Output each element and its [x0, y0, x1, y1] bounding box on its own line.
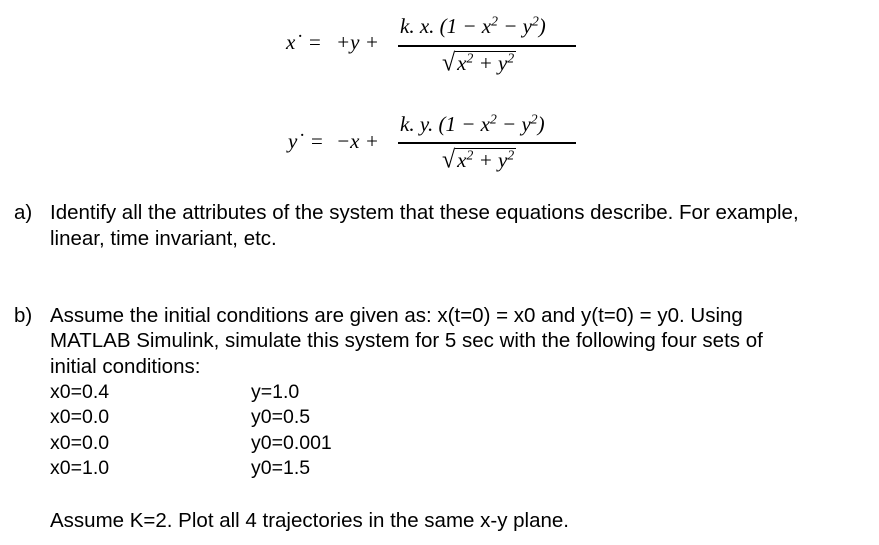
equation-1-denominator — [442, 50, 516, 77]
equation-1-rhs-prefix: +y + — [336, 30, 379, 54]
equation-1-radicand: $x^2 + y^2$ — [457, 50, 515, 75]
condition-3-y: y0=0.001 — [251, 432, 332, 454]
part-a-line-2: linear, time invariant, etc. — [50, 227, 277, 250]
condition-2-x: x0=0.0 — [50, 406, 110, 428]
sqrt-icon: √ — [442, 146, 456, 174]
condition-4-x: x0=1.0 — [50, 457, 110, 479]
equation-1-fraction-bar — [398, 45, 576, 47]
part-b-line-3: initial conditions: — [50, 355, 201, 378]
equation-2-rhs-prefix: −x + — [336, 129, 379, 153]
equation-2-radicand: $x^2 + y^2$ — [457, 147, 515, 172]
part-b-line-2: MATLAB Simulink, simulate this system for 5 sec with the following four sets of — [50, 329, 763, 352]
condition-1-x: x0=0.4 — [50, 381, 110, 403]
condition-2-y: y0=0.5 — [251, 406, 311, 428]
condition-4-y: y0=1.5 — [251, 457, 311, 479]
condition-3-x: x0=0.0 — [50, 432, 110, 454]
part-b-line-1: Assume the initial conditions are given as: x(t=0) = x0 and y(t=0) = y0. Using — [50, 304, 743, 327]
sqrt-icon: √ — [442, 49, 456, 77]
equation-2-denominator — [442, 147, 516, 174]
part-b-label: b) — [14, 304, 33, 327]
equation-2-numerator: k. y. $(1 - x^2 - y^2)$ — [400, 111, 545, 136]
part-b-closing: Assume K=2. Plot all 4 trajectories in the same x-y plane. — [50, 509, 570, 532]
equation-2-fraction-bar — [398, 142, 576, 144]
condition-1-y: y=1.0 — [251, 381, 300, 403]
part-a-line-1: Identify all the attributes of the system that these equations describe. For example, — [50, 201, 799, 224]
part-a-label: a) — [14, 201, 33, 224]
equation-1-lhs: x˙ = — [286, 30, 322, 54]
equation-2-lhs: y˙ = — [288, 129, 324, 153]
equation-1-numerator: k. x. $(1 - x^2 - y^2)$ — [400, 13, 546, 38]
